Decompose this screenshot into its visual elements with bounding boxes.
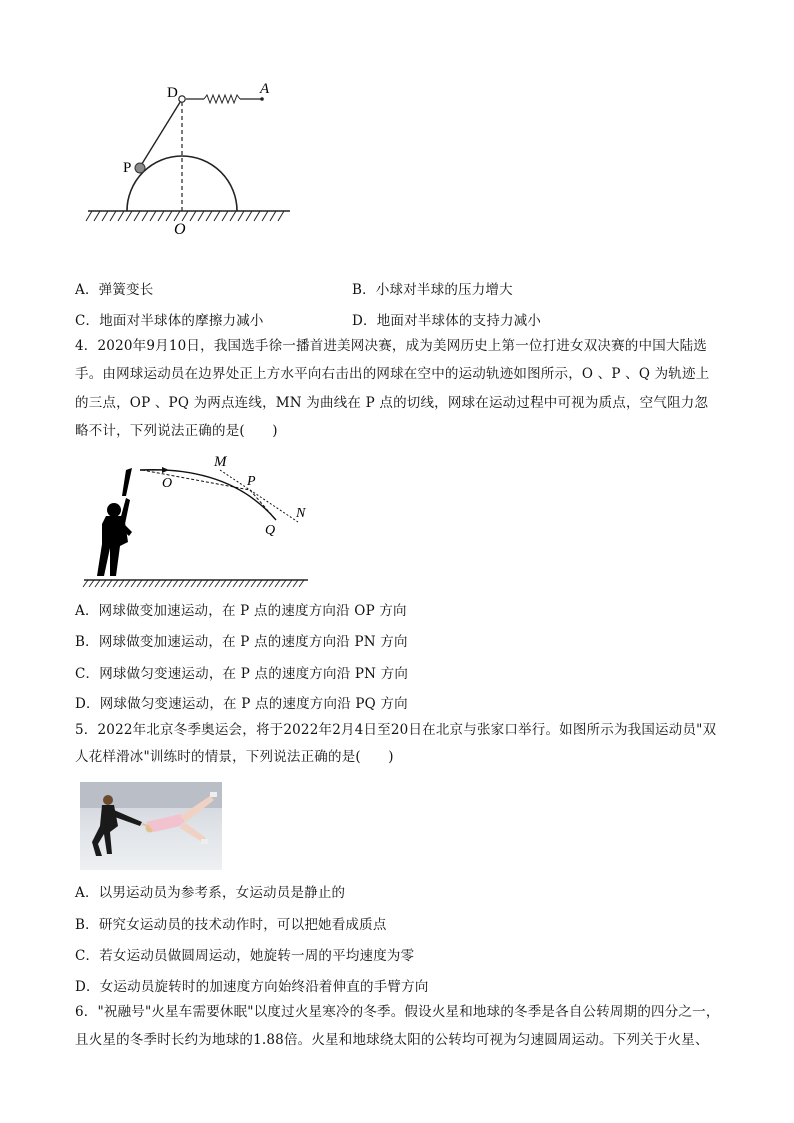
q3-option-c: C．地面对半球体的摩擦力减小 [75, 313, 264, 329]
q5-option-b: B．研究女运动员的技术动作时，可以把她看成质点 [75, 917, 387, 933]
q4-option-a: A．网球做变加速运动，在 P 点的速度方向沿 OP 方向 [75, 603, 407, 619]
label-o: O [174, 221, 186, 238]
spring-hemisphere-figure [80, 75, 310, 245]
q5-option-d: D．女运动员旋转时的加速度方向始终沿着伸直的手臂方向 [75, 979, 429, 995]
q6-stem-line2: 且火星的冬季时长约为地球的1.88倍。火星和地球绕太阳的公转均可视为匀速圆周运动。下列关于火星、 [75, 1032, 709, 1048]
q4-option-b: B．网球做变加速运动，在 P 点的速度方向沿 PN 方向 [75, 634, 408, 650]
q3-option-d: D．地面对半球体的支持力减小 [352, 313, 542, 329]
q5-stem-line2: 人花样滑冰"训练时的情景，下列说法正确的是( ) [75, 749, 394, 765]
label-d: D [167, 85, 178, 101]
q4-stem-line1: 4．2020年9月10日，我国选手徐一播首进美网决赛，成为美网历史上第一位打进女双决赛的中国大陆选 [75, 338, 708, 354]
label-p: P [123, 160, 132, 176]
label-a: A [260, 81, 270, 97]
q4-option-d: D．网球做匀变速运动，在 P 点的速度方向沿 PQ 方向 [75, 696, 408, 712]
q6-stem-line1: 6．"祝融号"火星车需要休眠"以度过火星寒冷的冬季。假设火星和地球的冬季是各自公转周期的四分之一， [75, 1004, 720, 1020]
figure-skating-photo [80, 782, 222, 870]
q4-stem-line2: 手。由网球运动员在边界处正上方水平向右击出的网球在空中的运动轨迹如图所示，O 、P 、Q 为轨迹上 [75, 366, 710, 382]
label-m: M [214, 454, 227, 470]
label-o: O [162, 476, 173, 491]
q5-option-a: A．以男运动员为参考系，女运动员是静止的 [75, 885, 346, 901]
q3-option-b: B．小球对半球的压力增大 [352, 282, 513, 298]
q5-stem-line1: 5．2022年北京冬季奥运会，将于2022年2月4日至20日在北京与张家口举行。如图所示为我国运动员"双 [75, 722, 717, 738]
tennis-trajectory-figure [80, 450, 320, 590]
q4-stem-line4: 略不计，下列说法正确的是( ) [75, 423, 278, 439]
q5-option-c: C．若女运动员做圆周运动，她旋转一周的平均速度为零 [75, 948, 415, 964]
label-n: N [296, 506, 306, 521]
label-p: P [247, 474, 256, 489]
label-q: Q [265, 523, 276, 538]
q4-stem-line3: 的三点，OP 、PQ 为两点连线，MN 为曲线在 P 点的切线，网球在运动过程中可视为质点，空气阻力忽 [75, 395, 709, 411]
q3-option-a: A．弹簧变长 [75, 282, 154, 298]
q4-option-c: C．网球做匀变速运动，在 P 点的速度方向沿 PN 方向 [75, 666, 409, 682]
